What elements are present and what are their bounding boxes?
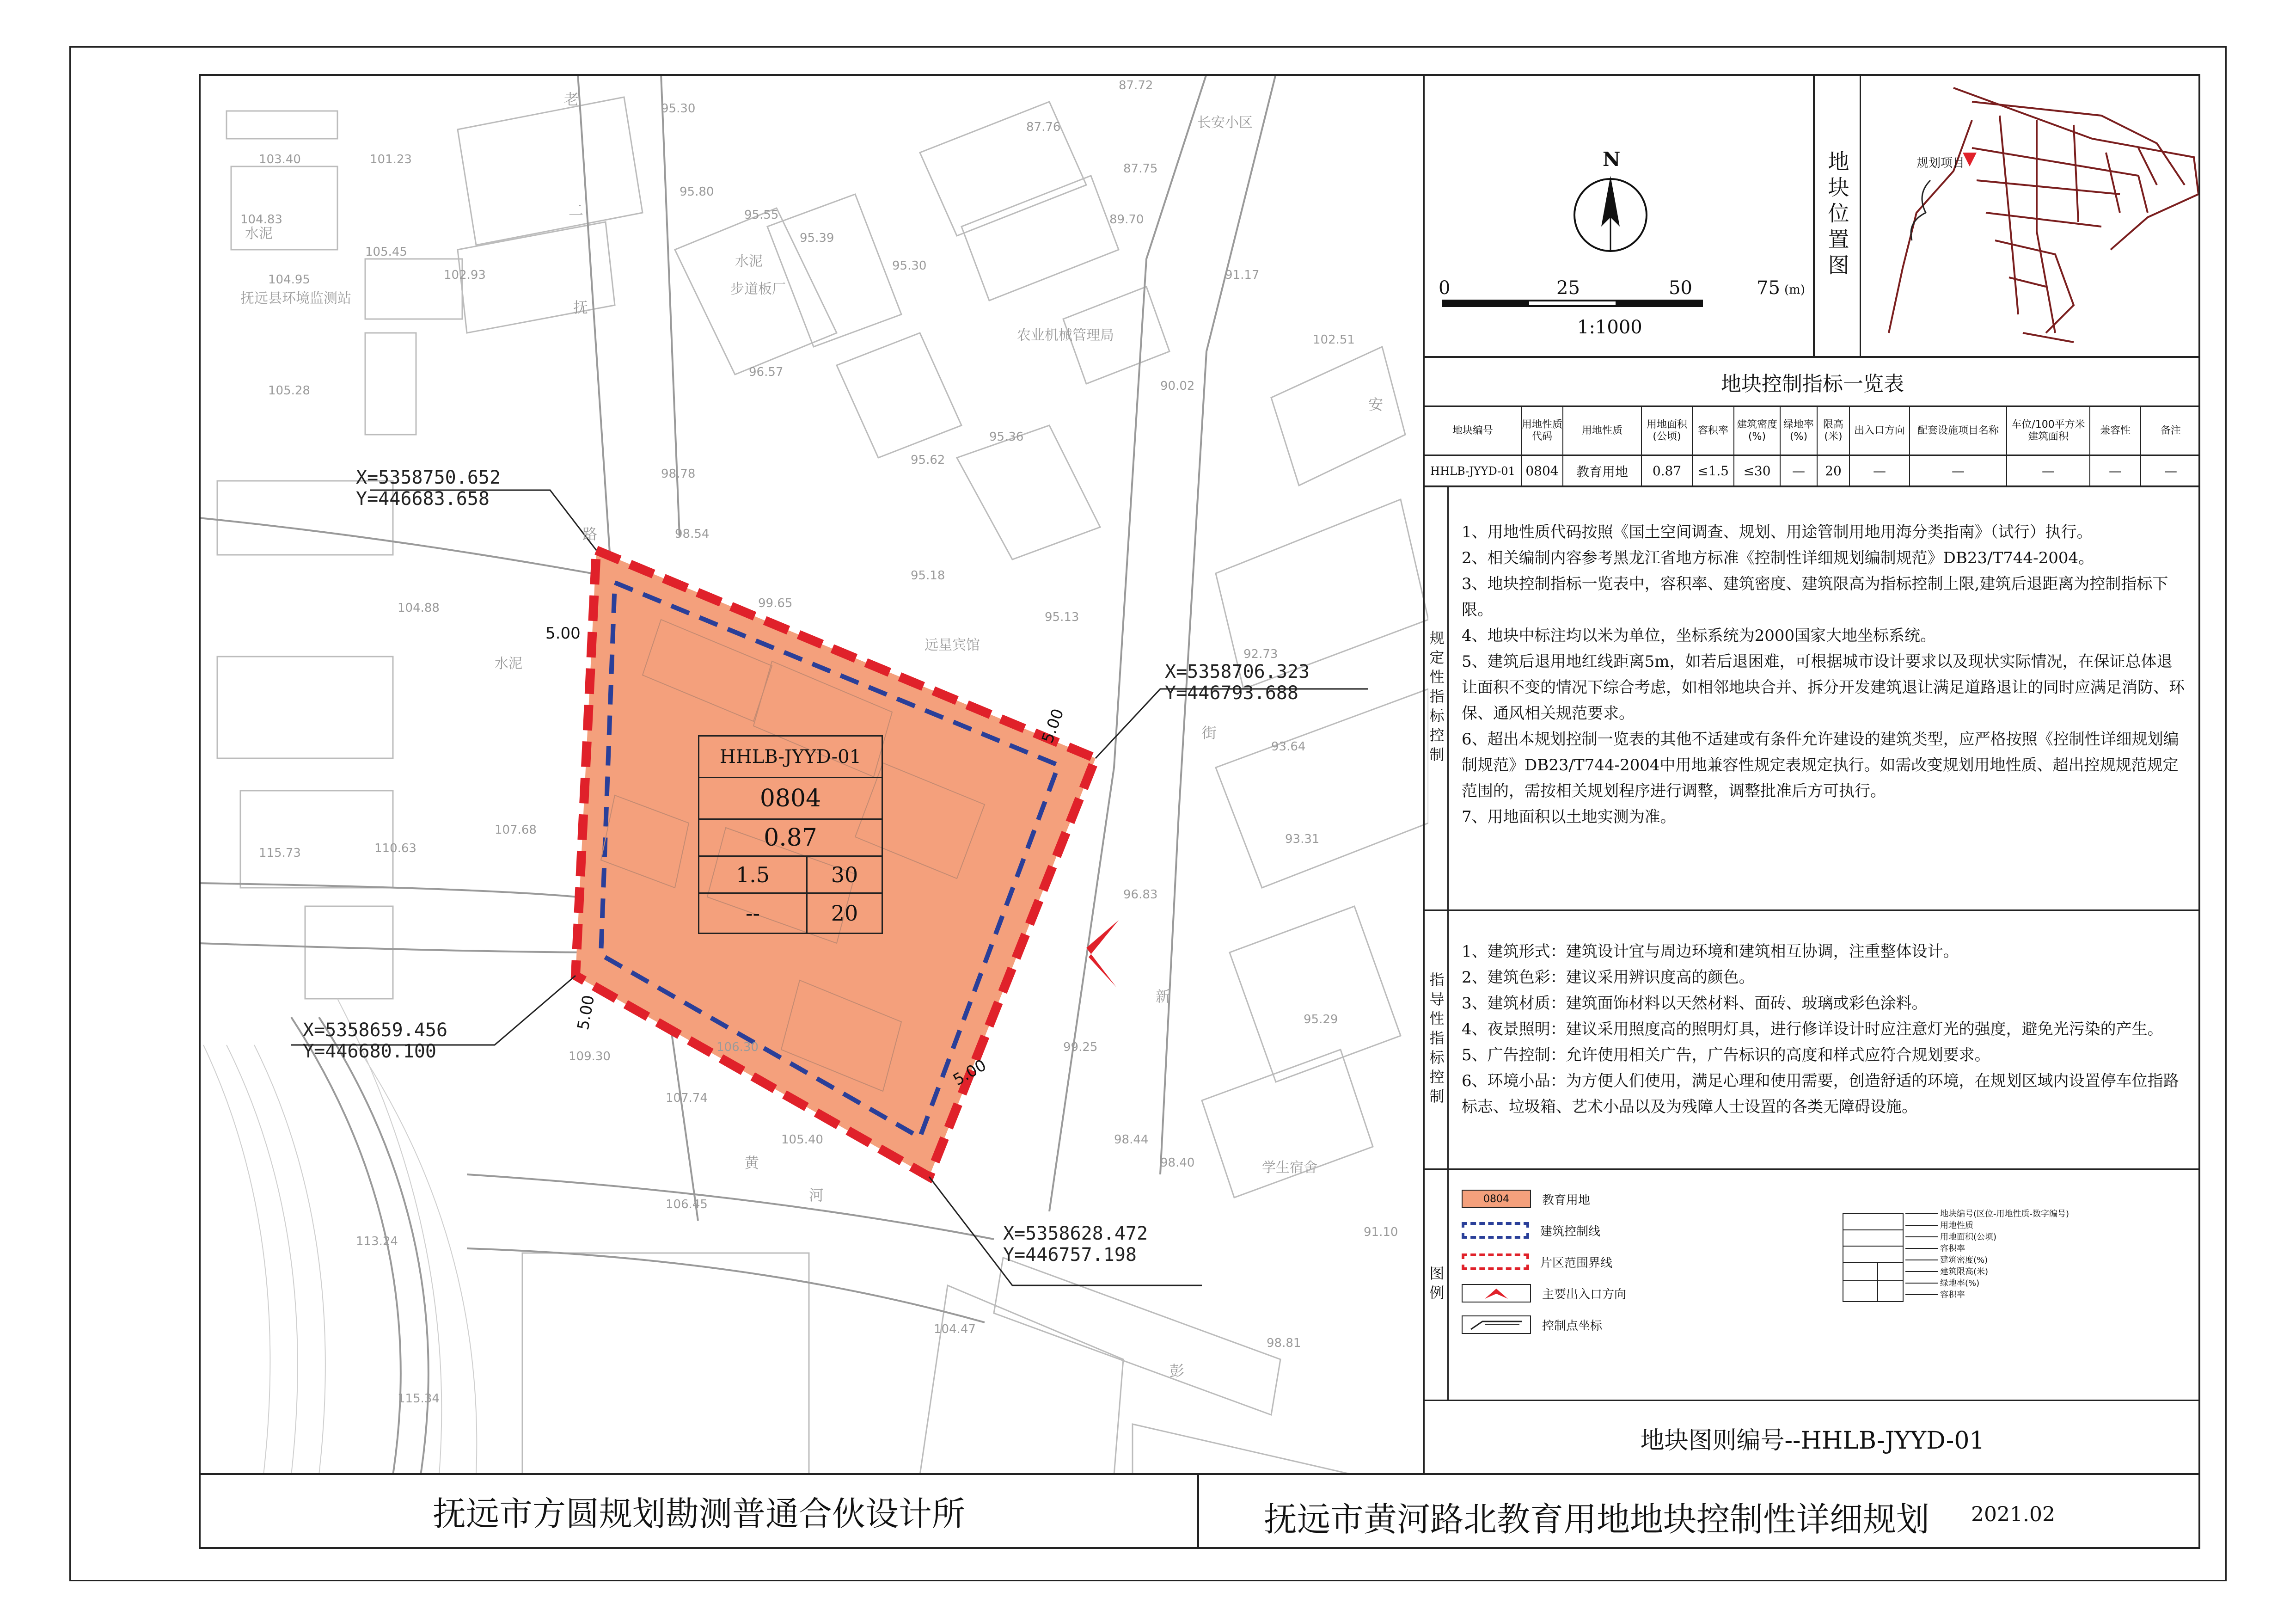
- issue-date: 2021.02: [1971, 1503, 2055, 1526]
- spot-height: 91.17: [1225, 268, 1260, 282]
- scale-unit: (m): [1784, 283, 1805, 297]
- regulatory-title: 规定性指标控制: [1425, 487, 1449, 909]
- road-label: 彭: [1169, 1362, 1185, 1380]
- parcel-land-code: 0804: [699, 778, 882, 820]
- place-label: 水泥: [735, 253, 763, 270]
- spot-height: 104.83: [240, 213, 282, 227]
- guidance-item: 2、建筑色彩：建议采用辨识度高的颜色。: [1462, 968, 1755, 987]
- th-parcel-id: 地块编号: [1425, 407, 1522, 455]
- road-label: 抚: [573, 299, 588, 316]
- designer-company: 抚远市方圆规划勘测普通合伙设计所: [201, 1475, 1199, 1547]
- place-label: 抚远县环境监测站: [240, 290, 351, 307]
- td-density: ≤30: [1734, 456, 1781, 486]
- guidance-item: 4、夜景照明：建议采用照度高的照明灯具，进行修详设计时应注意灯光的强度，避免光污染的产生。: [1462, 1020, 2163, 1038]
- td-green: —: [1781, 456, 1818, 486]
- spot-height: 105.40: [781, 1133, 823, 1147]
- spot-height: 103.40: [259, 153, 301, 166]
- scale-ratio: 1:1000: [1577, 317, 1642, 338]
- setback-label: 5.00: [950, 1056, 990, 1090]
- legend-label: 控制点坐标: [1542, 1319, 1603, 1333]
- spot-height: 95.55: [744, 208, 779, 222]
- spot-height: 93.31: [1285, 832, 1320, 846]
- spot-height: 106.30: [716, 1040, 759, 1054]
- spot-height: 92.73: [1243, 647, 1278, 661]
- parcel-height: 20: [831, 901, 858, 926]
- spot-height: 87.72: [1119, 79, 1153, 92]
- parcel-green: --: [699, 894, 808, 933]
- th-compatibility: 兼容性: [2090, 407, 2141, 455]
- spot-height: 95.29: [1304, 1013, 1338, 1026]
- coord-label-sw: X=5358659.456 Y=446680.100: [303, 1020, 448, 1062]
- regulatory-item: 3、地块控制指标一览表中，容积率、建筑密度、建筑限高为指标控制上限,建筑后退距离为控制指标下限。: [1462, 575, 2168, 619]
- guidance-item: 5、广告控制：允许使用相关广告，广告标识的高度和样式应符合规划要求。: [1462, 1046, 1990, 1064]
- scale-tick: 50: [1669, 277, 1692, 299]
- spot-height: 93.64: [1271, 740, 1306, 754]
- place-label: 远星宾馆: [925, 637, 980, 653]
- regulatory-item: 1、用地性质代码按照《国土空间调查、规划、用途管制用地用海分类指南》（试行）执行。: [1462, 523, 2093, 541]
- spot-height: 98.44: [1114, 1133, 1149, 1147]
- regulatory-item: 2、相关编制内容参考黑龙江省地方标准《控制性详细规划编制规范》DB23/T744-2004。: [1462, 549, 2094, 567]
- spot-height: 98.40: [1160, 1156, 1195, 1170]
- legend-swatch-education: 0804: [1462, 1190, 1531, 1208]
- scale-tick: 25: [1556, 277, 1580, 299]
- spot-height: 101.23: [370, 153, 412, 166]
- guidance-item: 1、建筑形式：建筑设计宜与周边环境和建筑相互协调，注重整体设计。: [1462, 942, 1959, 961]
- spot-height: 87.76: [1026, 120, 1061, 134]
- th-land-use: 用地性质: [1563, 407, 1642, 455]
- scale-tick: 75: [1757, 277, 1780, 299]
- parcel-density: 30: [808, 857, 882, 894]
- td-height: 20: [1818, 456, 1850, 486]
- td-facilities: —: [1910, 456, 2007, 486]
- place-label: 农业机械管理局: [1017, 327, 1114, 344]
- regulatory-item: 6、超出本规划控制一览表的其他不适建或有条件允许建设的建筑类型，应严格按照《控制性详细规划编制规范》DB23/T744-2004中用地兼容性规定表规定执行。如需改变规划用地性质、超出控规规范规定范围的，需按相关规划程序进行调整，调整批准后方可执行。: [1462, 730, 2179, 800]
- place-label: 步道板厂: [730, 281, 786, 297]
- spot-height: 105.45: [365, 245, 407, 259]
- scale-tick: 0: [1439, 277, 1451, 299]
- title-block: [199, 1475, 2200, 1549]
- spot-height: 95.80: [680, 185, 714, 199]
- spot-height: 87.75: [1123, 162, 1158, 176]
- road-label: 河: [809, 1186, 824, 1204]
- spot-height: 109.30: [569, 1050, 611, 1063]
- spot-height: 104.88: [398, 601, 440, 615]
- td-land-code: 0804: [1522, 456, 1563, 486]
- coord-label-nw: X=5358750.652 Y=446683.658: [356, 467, 501, 510]
- coord-label-ne: X=5358706.323 Y=446793.688: [1165, 661, 1310, 704]
- spot-height: 89.70: [1109, 213, 1144, 227]
- spot-height: 104.47: [934, 1322, 976, 1336]
- setback-label: 5.00: [545, 624, 581, 643]
- spot-height: 90.02: [1160, 379, 1195, 393]
- spot-height: 91.10: [1364, 1225, 1398, 1239]
- parcel-id: HHLB-JYYD-01: [699, 737, 882, 778]
- th-land-code: 用地性质代码: [1522, 407, 1563, 455]
- th-facilities: 配套设施项目名称: [1910, 407, 2007, 455]
- legend-label: 主要出入口方向: [1542, 1287, 1627, 1302]
- spot-height: 95.39: [800, 231, 834, 245]
- spot-height: 96.83: [1123, 888, 1158, 902]
- road-label: 安: [1368, 396, 1384, 413]
- legend-label: 片区范围界线: [1540, 1256, 1613, 1270]
- spot-height: 102.51: [1313, 333, 1355, 347]
- road-label: 新: [1156, 988, 1171, 1005]
- road-label: 老: [564, 91, 579, 108]
- spot-height: 115.73: [259, 846, 301, 860]
- spot-height: 98.81: [1267, 1336, 1301, 1350]
- spot-height: 95.36: [989, 430, 1024, 444]
- regulatory-item: 5、建筑后退用地红线距离5m，如若后退困难，可根据城市设计要求以及现状实际情况，在保证总体退让面积不变的情况下综合考虑，如相邻地块合并、拆分开发建筑退让满足道路退让的同时应满足消防、环保、通风相关规范要求。: [1462, 652, 2185, 723]
- th-area: 用地面积(公顷): [1642, 407, 1693, 455]
- spot-height: 98.54: [675, 527, 710, 541]
- drawing-number: 地块图则编号--HHLB-JYYD-01: [1640, 1426, 1985, 1455]
- th-remarks: 备注: [2160, 424, 2181, 436]
- road-label: 黄: [744, 1154, 759, 1172]
- location-project-label: 规划项目: [1916, 156, 1965, 170]
- coord-label-se: X=5358628.472 Y=446757.198: [1003, 1223, 1148, 1266]
- map-frame: [199, 74, 2200, 1475]
- spot-height: 99.65: [758, 596, 793, 610]
- spot-height: 107.74: [666, 1091, 708, 1105]
- td-area: 0.87: [1642, 456, 1693, 486]
- spot-height: 110.63: [374, 842, 416, 855]
- th-entrance: 出入口方向: [1850, 407, 1910, 455]
- td-land-use: 教育用地: [1563, 456, 1642, 486]
- th-density: 建筑密度(%): [1734, 407, 1781, 455]
- road-label: 二: [569, 202, 584, 219]
- place-label: 水泥: [245, 226, 273, 242]
- spot-height: 98.78: [661, 467, 696, 481]
- th-green: 绿地率(%): [1781, 407, 1818, 455]
- spot-height: 113.24: [356, 1235, 398, 1248]
- key-labels: 地块编号(区位-用地性质-数字编号) 用地性质 用地面积(公顷) 容积率 建筑密度(%) 建筑限高(米) 绿地率(%) 容积率: [1940, 1209, 2069, 1300]
- legend-title: 图例: [1425, 1170, 1449, 1400]
- td-parcel-id: HHLB-JYYD-01: [1425, 456, 1522, 486]
- road-label: 路: [582, 525, 598, 543]
- spot-height: 105.28: [268, 384, 310, 398]
- regulatory-item: 4、地块中标注均以米为单位，坐标系统为2000国家大地坐标系统。: [1462, 627, 1936, 645]
- guidance-item: 3、建筑材质：建筑面饰材料以天然材料、面砖、玻璃或彩色涂料。: [1462, 994, 1928, 1013]
- north-label: N: [1603, 148, 1621, 171]
- setback-label: 5.00: [1038, 706, 1068, 746]
- spot-height: 115.34: [398, 1392, 440, 1406]
- spot-height: 95.30: [661, 102, 696, 116]
- td-entrance: —: [1850, 456, 1910, 486]
- th-height: 限高(米): [1818, 407, 1850, 455]
- td-parking: —: [2007, 456, 2090, 486]
- td-compatibility: —: [2090, 456, 2141, 486]
- setback-label: 5.00: [574, 994, 599, 1032]
- spot-height: 104.95: [268, 273, 310, 287]
- legend-label: 建筑控制线: [1540, 1224, 1601, 1239]
- place-label: 学生宿舍: [1262, 1160, 1317, 1176]
- spot-height: 102.93: [444, 268, 486, 282]
- spot-height: 96.57: [749, 365, 784, 379]
- guidance-title: 指导性指标控制: [1425, 911, 1449, 1168]
- parcel-far: 1.5: [699, 857, 808, 894]
- place-label: 水泥: [495, 656, 522, 672]
- spot-height: 95.30: [892, 259, 927, 273]
- th-parking: 车位/100平方米建筑面积: [2007, 407, 2090, 455]
- td-far: ≤1.5: [1693, 456, 1734, 486]
- project-title: 抚远市黄河路北教育用地地块控制性详细规划: [1264, 1500, 1930, 1539]
- location-map-title: 地块位置图: [1815, 74, 1861, 356]
- table-title: 地块控制指标一览表: [1425, 358, 2200, 407]
- place-label: 长安小区: [1197, 115, 1253, 131]
- spot-height: 99.25: [1063, 1040, 1098, 1054]
- spot-height: 95.62: [911, 453, 945, 467]
- guidance-item: 6、环境小品：为方便人们使用，满足心理和使用需要，创造舒适的环境，在规划区域内设置停车位指路标志、垃圾箱、艺术小品以及为残障人士设置的各类无障碍设施。: [1462, 1072, 2179, 1116]
- spot-height: 106.45: [666, 1198, 708, 1211]
- spot-height: 95.18: [911, 569, 945, 583]
- regulatory-item: 7、用地面积以土地实测为准。: [1462, 808, 1676, 826]
- road-label: 街: [1202, 724, 1217, 742]
- parcel-area: 0.87: [699, 820, 882, 857]
- legend-label: 教育用地: [1542, 1193, 1591, 1207]
- spot-height: 107.68: [495, 823, 537, 837]
- th-far: 容积率: [1693, 407, 1734, 455]
- spot-height: 95.13: [1045, 610, 1079, 624]
- td-remarks: —: [2164, 463, 2177, 479]
